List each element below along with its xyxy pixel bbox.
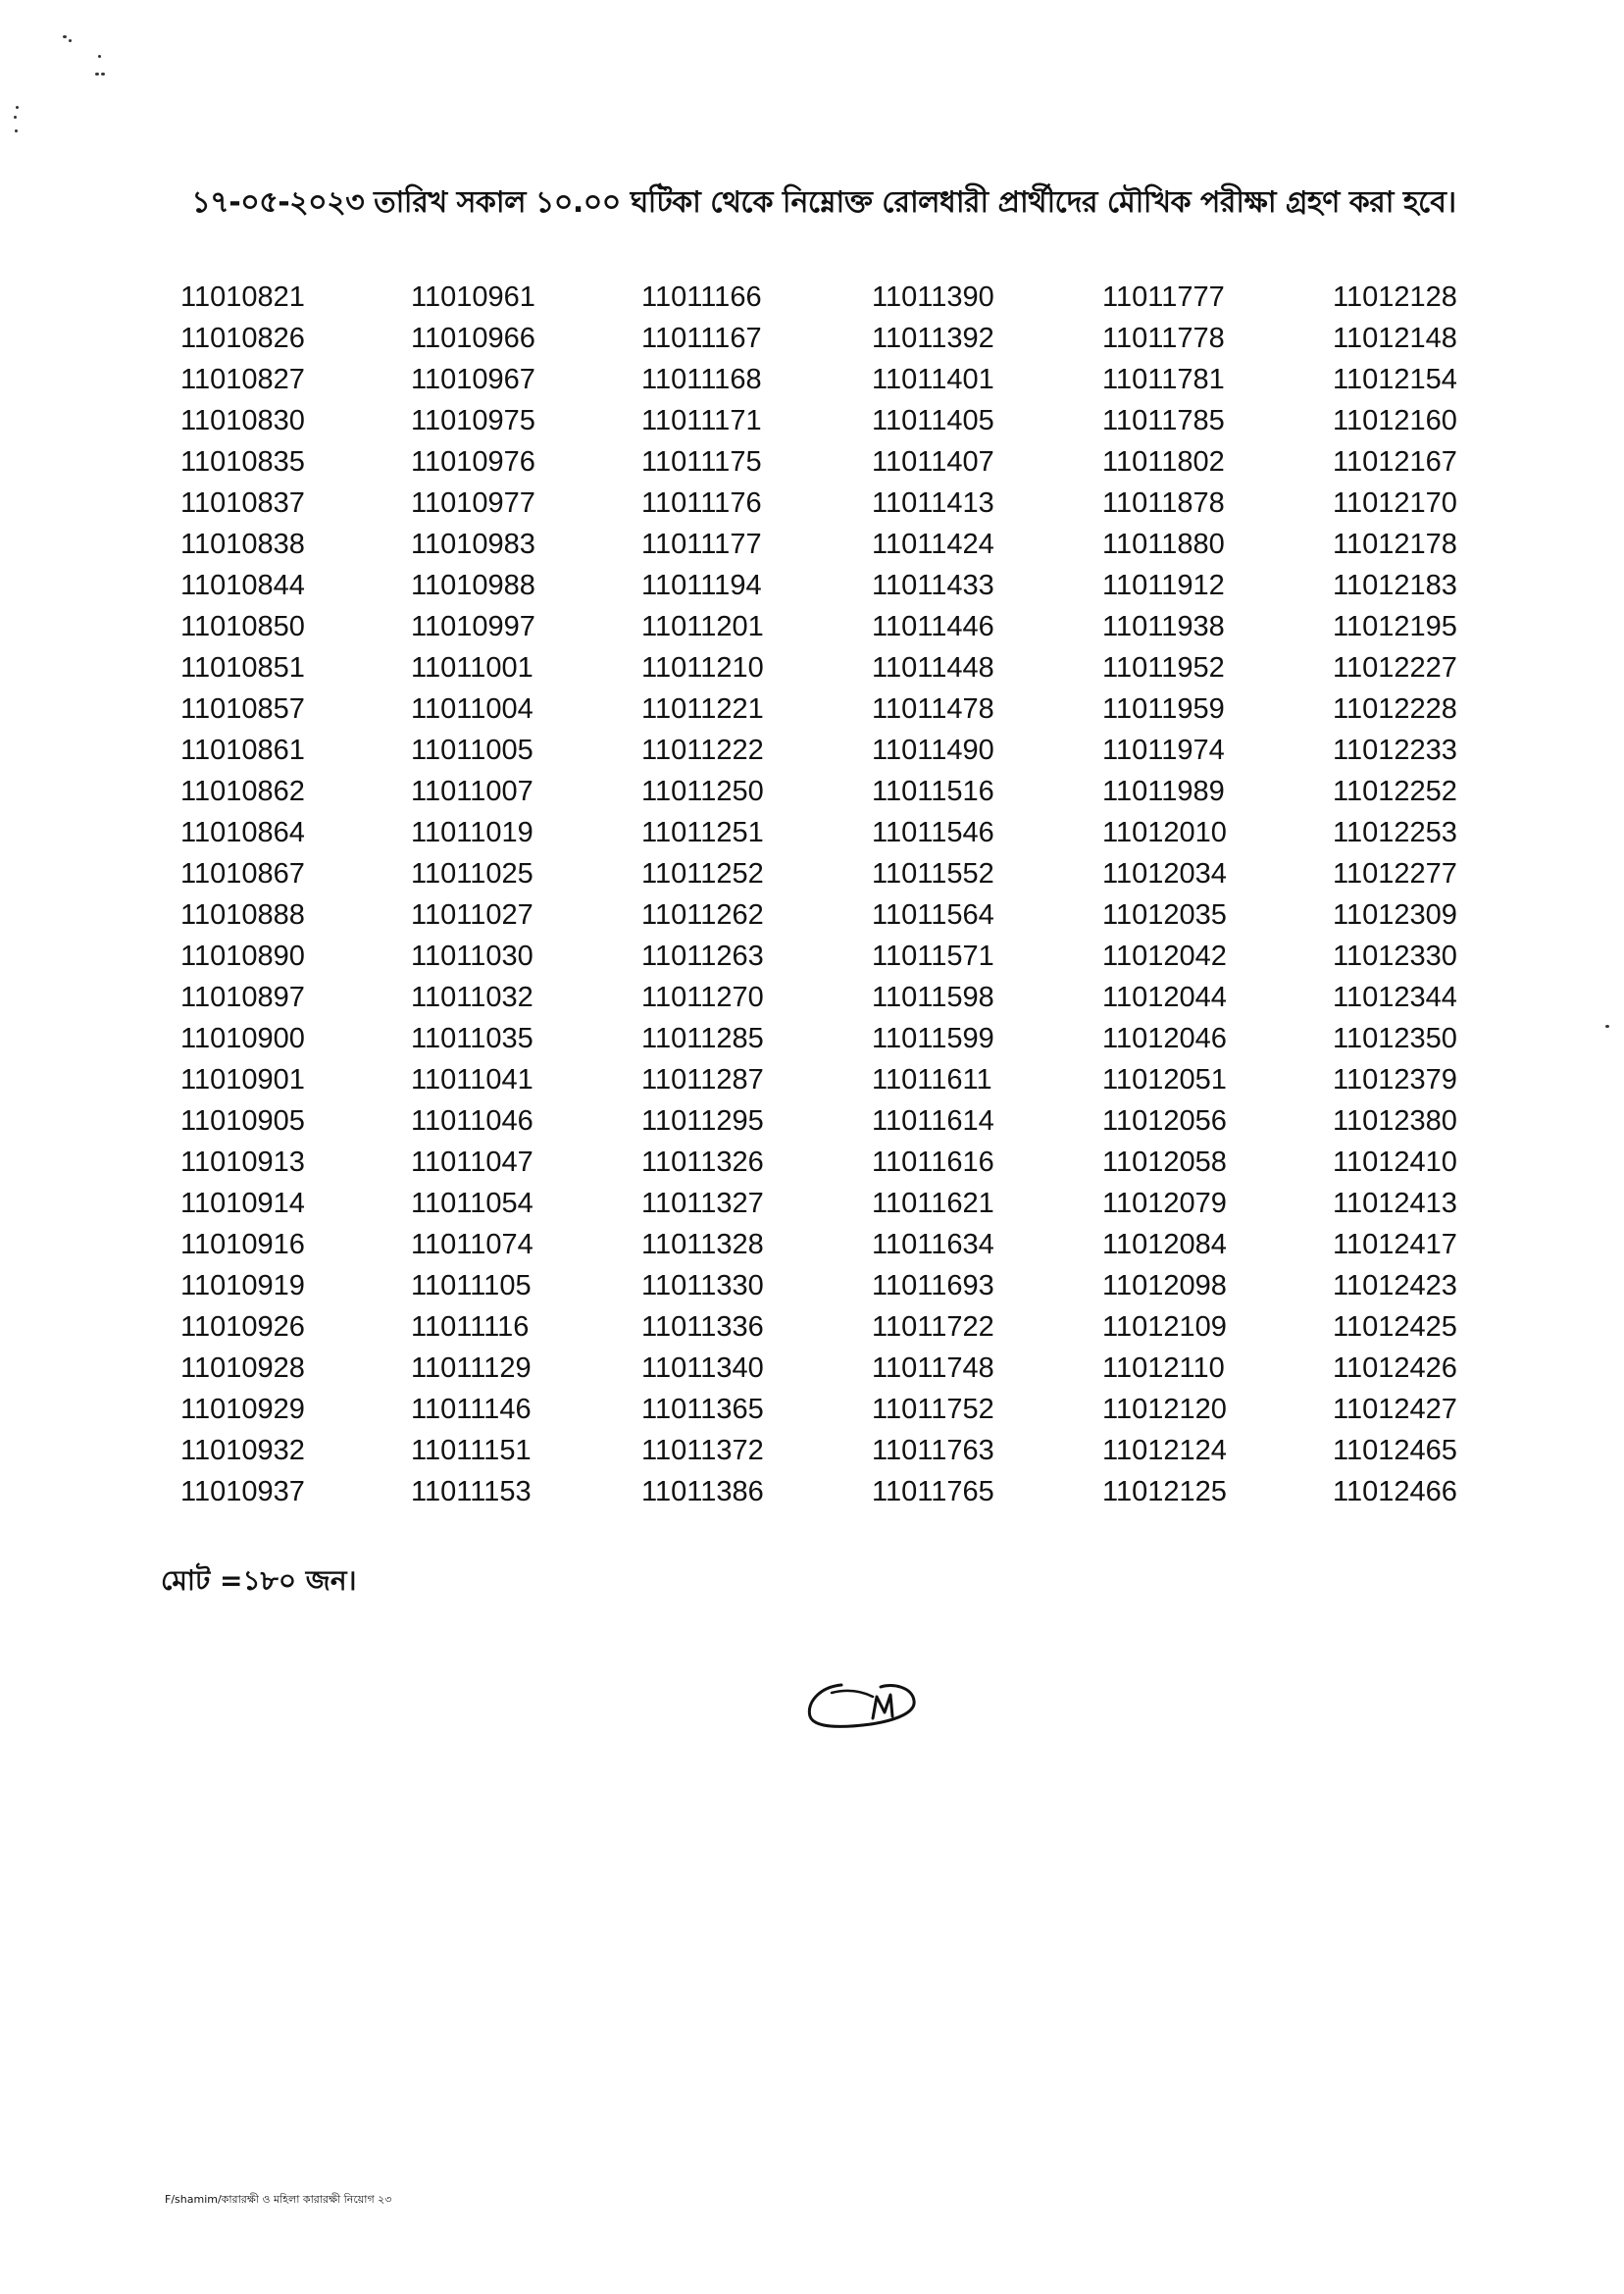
roll-number: 11011599 [872, 1023, 994, 1054]
roll-number: 11011952 [1102, 652, 1225, 684]
roll-number: 11011019 [411, 817, 533, 848]
roll-number: 11011552 [872, 858, 994, 890]
roll-number: 11012178 [1333, 529, 1457, 560]
roll-number: 11011166 [641, 281, 762, 313]
roll-number: 11011146 [411, 1394, 532, 1425]
roll-number: 11010850 [180, 611, 305, 642]
roll-number: 11012309 [1333, 899, 1457, 931]
roll-number: 11010916 [180, 1229, 305, 1260]
roll-number: 11011328 [641, 1229, 764, 1260]
roll-number: 11011336 [641, 1311, 764, 1343]
roll-number: 11012160 [1333, 405, 1457, 436]
roll-number: 11011105 [411, 1270, 532, 1301]
roll-number: 11011046 [411, 1105, 533, 1137]
roll-number: 11011221 [641, 693, 764, 725]
roll-number: 11010888 [180, 899, 305, 931]
roll-number: 11012110 [1102, 1352, 1225, 1384]
roll-number: 11011621 [872, 1188, 994, 1219]
roll-number: 11011250 [641, 776, 764, 807]
roll-number: 11011252 [641, 858, 764, 890]
roll-number: 11010821 [180, 281, 305, 313]
roll-number: 11012253 [1333, 817, 1457, 848]
roll-number: 11012379 [1333, 1064, 1457, 1096]
roll-number: 11011407 [872, 446, 994, 478]
roll-number: 11011785 [1102, 405, 1225, 436]
roll-number: 11010997 [411, 611, 535, 642]
roll-number: 11011074 [411, 1229, 533, 1260]
roll-number: 11012125 [1102, 1476, 1227, 1507]
roll-number: 11011763 [872, 1435, 994, 1466]
scan-speck [16, 106, 19, 109]
roll-number: 11011748 [872, 1352, 994, 1384]
roll-number: 11011025 [411, 858, 533, 890]
roll-number: 11011433 [872, 570, 994, 601]
roll-number: 11011340 [641, 1352, 764, 1384]
roll-number: 11012167 [1333, 446, 1457, 478]
roll-number: 11012098 [1102, 1270, 1227, 1301]
roll-number: 11012426 [1333, 1352, 1457, 1384]
roll-number: 11011564 [872, 899, 994, 931]
roll-number: 11010897 [180, 982, 305, 1013]
roll-number: 11010837 [180, 487, 305, 519]
roll-number: 11012410 [1333, 1147, 1457, 1178]
roll-number: 11011032 [411, 982, 533, 1013]
roll-number: 11011546 [872, 817, 994, 848]
roll-number: 11011054 [411, 1188, 533, 1219]
scan-speck [101, 73, 105, 76]
scan-speck [69, 39, 72, 42]
roll-number: 11011802 [1102, 446, 1225, 478]
roll-number: 11012109 [1102, 1311, 1227, 1343]
roll-number: 11011752 [872, 1394, 994, 1425]
roll-number: 11010827 [180, 364, 305, 395]
roll-number: 11011129 [411, 1352, 532, 1384]
roll-number: 11010851 [180, 652, 305, 684]
roll-number: 11011151 [411, 1435, 532, 1466]
roll-number: 11011210 [641, 652, 764, 684]
roll-number: 11011448 [872, 652, 994, 684]
roll-number: 11010932 [180, 1435, 305, 1466]
roll-number: 11012124 [1102, 1435, 1227, 1466]
roll-number: 11011405 [872, 405, 994, 436]
scan-speck [63, 35, 67, 38]
roll-number: 11011386 [641, 1476, 764, 1507]
roll-number: 11012330 [1333, 941, 1457, 972]
roll-number: 11011287 [641, 1064, 764, 1096]
roll-number: 11011171 [641, 405, 762, 436]
roll-number: 11010913 [180, 1147, 305, 1178]
roll-number: 11010961 [411, 281, 535, 313]
scan-speck [1605, 1025, 1609, 1028]
roll-number: 11011446 [872, 611, 994, 642]
roll-number: 11010937 [180, 1476, 305, 1507]
roll-number: 11011778 [1102, 323, 1225, 354]
roll-number: 11011027 [411, 899, 533, 931]
roll-number: 11011372 [641, 1435, 764, 1466]
roll-number: 11012051 [1102, 1064, 1227, 1096]
roll-number: 11010835 [180, 446, 305, 478]
roll-number: 11011251 [641, 817, 764, 848]
scan-speck [15, 129, 18, 132]
roll-number: 11011401 [872, 364, 994, 395]
roll-number: 11011004 [411, 693, 533, 725]
roll-number-grid [180, 277, 1563, 1512]
roll-number: 11012233 [1333, 735, 1457, 766]
roll-number: 11010983 [411, 529, 535, 560]
roll-column-6 [1333, 277, 1563, 1512]
roll-number: 11011912 [1102, 570, 1225, 601]
roll-number: 11011001 [411, 652, 533, 684]
roll-number: 11011168 [641, 364, 762, 395]
roll-number: 11012465 [1333, 1435, 1457, 1466]
roll-number: 11012427 [1333, 1394, 1457, 1425]
roll-number: 11011765 [872, 1476, 994, 1507]
roll-number: 11010966 [411, 323, 535, 354]
roll-number: 11012042 [1102, 941, 1227, 972]
roll-number: 11011974 [1102, 735, 1225, 766]
roll-number: 11012120 [1102, 1394, 1227, 1425]
roll-number: 11012154 [1333, 364, 1457, 395]
roll-number: 11012413 [1333, 1188, 1457, 1219]
roll-number: 11011175 [641, 446, 762, 478]
roll-number: 11011959 [1102, 693, 1225, 725]
roll-number: 11012046 [1102, 1023, 1227, 1054]
roll-column-5 [1102, 277, 1333, 1512]
signature [802, 1667, 924, 1736]
roll-number: 11012128 [1333, 281, 1457, 313]
roll-number: 11012423 [1333, 1270, 1457, 1301]
roll-number: 11011153 [411, 1476, 532, 1507]
roll-number: 11011035 [411, 1023, 533, 1054]
roll-number: 11012148 [1333, 323, 1457, 354]
roll-number: 11010861 [180, 735, 305, 766]
roll-number: 11011781 [1102, 364, 1225, 395]
roll-number: 11010975 [411, 405, 535, 436]
roll-number: 11012380 [1333, 1105, 1457, 1137]
roll-number: 11012034 [1102, 858, 1227, 890]
roll-number: 11011598 [872, 982, 994, 1013]
roll-number: 11012227 [1333, 652, 1457, 684]
roll-column-3 [641, 277, 872, 1512]
roll-number: 11011177 [641, 529, 762, 560]
roll-number: 11011722 [872, 1311, 994, 1343]
roll-column-1 [180, 277, 411, 1512]
scan-speck [98, 55, 101, 58]
roll-number: 11010928 [180, 1352, 305, 1384]
roll-number: 11011005 [411, 735, 533, 766]
roll-number: 11011116 [411, 1311, 530, 1343]
roll-number: 11011693 [872, 1270, 994, 1301]
roll-number: 11012079 [1102, 1188, 1227, 1219]
roll-number: 11012056 [1102, 1105, 1227, 1137]
roll-number: 11010900 [180, 1023, 305, 1054]
roll-number: 11011201 [641, 611, 764, 642]
roll-number: 11011176 [641, 487, 762, 519]
roll-number: 11011424 [872, 529, 994, 560]
roll-number: 11010862 [180, 776, 305, 807]
roll-number: 11011880 [1102, 529, 1225, 560]
roll-number: 11011365 [641, 1394, 764, 1425]
roll-number: 11010919 [180, 1270, 305, 1301]
roll-column-2 [411, 277, 641, 1512]
roll-number: 11012344 [1333, 982, 1457, 1013]
roll-number: 11010977 [411, 487, 535, 519]
roll-number: 11012183 [1333, 570, 1457, 601]
roll-number: 11010844 [180, 570, 305, 601]
roll-number: 11011614 [872, 1105, 994, 1137]
roll-number: 11010867 [180, 858, 305, 890]
roll-number: 11010826 [180, 323, 305, 354]
roll-number: 11010890 [180, 941, 305, 972]
roll-number: 11012417 [1333, 1229, 1457, 1260]
roll-number: 11011222 [641, 735, 764, 766]
roll-number: 11011330 [641, 1270, 764, 1301]
roll-number: 11010857 [180, 693, 305, 725]
roll-number: 11010905 [180, 1105, 305, 1137]
roll-number: 11012044 [1102, 982, 1227, 1013]
roll-number: 11010838 [180, 529, 305, 560]
roll-number: 11010914 [180, 1188, 305, 1219]
roll-number: 11012035 [1102, 899, 1227, 931]
roll-number: 11011490 [872, 735, 994, 766]
roll-number: 11010830 [180, 405, 305, 436]
roll-number: 11011262 [641, 899, 764, 931]
roll-number: 11011516 [872, 776, 994, 807]
roll-number: 11011030 [411, 941, 533, 972]
roll-number: 11012010 [1102, 817, 1227, 848]
file-path-footer: F/shamim/কারারক্ষী ও মহিলা কারারক্ষী নিয়োগ ২৩ [165, 2193, 392, 2206]
roll-number: 11010926 [180, 1311, 305, 1343]
roll-number: 11012058 [1102, 1147, 1227, 1178]
roll-number: 11010976 [411, 446, 535, 478]
roll-number: 11012170 [1333, 487, 1457, 519]
roll-number: 11010864 [180, 817, 305, 848]
roll-number: 11012252 [1333, 776, 1457, 807]
roll-number: 11012277 [1333, 858, 1457, 890]
scan-speck [14, 116, 17, 119]
notice-heading: ১৭-০৫-২০২৩ তারিখ সকাল ১০.০০ ঘটিকা থেকে নিম্নোক্ত রোলধারী প্রার্থীদের মৌখিক পরীক্ষা গ্রহণ করা হবে। [191, 185, 1456, 220]
roll-number: 11012228 [1333, 693, 1457, 725]
roll-column-4 [872, 277, 1102, 1512]
roll-number: 11011611 [872, 1064, 992, 1096]
roll-number: 11011777 [1102, 281, 1225, 313]
roll-number: 11012425 [1333, 1311, 1457, 1343]
roll-number: 11011634 [872, 1229, 994, 1260]
roll-number: 11010988 [411, 570, 535, 601]
roll-number: 11012195 [1333, 611, 1457, 642]
roll-number: 11011616 [872, 1147, 994, 1178]
roll-number: 11011478 [872, 693, 994, 725]
roll-number: 11010901 [180, 1064, 305, 1096]
roll-number: 11011878 [1102, 487, 1225, 519]
roll-number: 11012350 [1333, 1023, 1457, 1054]
roll-number: 11011285 [641, 1023, 764, 1054]
roll-number: 11011327 [641, 1188, 764, 1219]
roll-number: 11011938 [1102, 611, 1225, 642]
total-count: মোট =১৮০ জন। [161, 1564, 357, 1597]
roll-number: 11011007 [411, 776, 533, 807]
roll-number: 11012466 [1333, 1476, 1457, 1507]
roll-number: 11011167 [641, 323, 762, 354]
roll-number: 11011392 [872, 323, 994, 354]
roll-number: 11011390 [872, 281, 994, 313]
roll-number: 11011326 [641, 1147, 764, 1178]
roll-number: 11011413 [872, 487, 994, 519]
roll-number: 11010967 [411, 364, 535, 395]
roll-number: 11011295 [641, 1105, 764, 1137]
roll-number: 11012084 [1102, 1229, 1227, 1260]
roll-number: 11011194 [641, 570, 762, 601]
roll-number: 11010929 [180, 1394, 305, 1425]
roll-number: 11011270 [641, 982, 764, 1013]
roll-number: 11011989 [1102, 776, 1225, 807]
scan-speck [95, 73, 99, 76]
roll-number: 11011041 [411, 1064, 533, 1096]
roll-number: 11011571 [872, 941, 994, 972]
roll-number: 11011263 [641, 941, 764, 972]
roll-number: 11011047 [411, 1147, 533, 1178]
